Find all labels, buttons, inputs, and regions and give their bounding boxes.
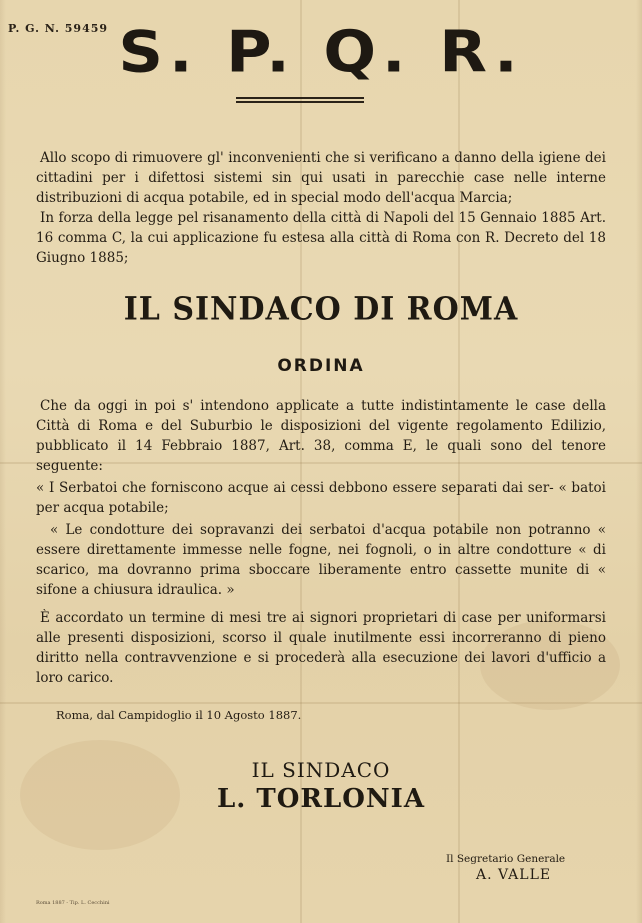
dateline: Roma, dal Campidoglio il 10 Agosto 1887. — [56, 708, 302, 722]
secretary-name: A. VALLE — [476, 867, 552, 883]
intro-paragraph: In forza della legge pel risanamento della città di Napoli del 15 Gennaio 1885 Art. 16 comma C, la cui applicazione fu estesa alla città di Roma con R. Decreto del 18 Giugno 1885; — [36, 210, 606, 266]
ordina-heading: ORDINA — [277, 356, 365, 376]
signature-role: IL SINDACO — [251, 758, 391, 782]
header-spqr: S. P. Q. R. — [118, 17, 524, 86]
secretary-role: Il Segretario Generale — [446, 853, 566, 865]
title-sindaco-di-roma: IL SINDACO DI ROMA — [123, 291, 519, 328]
protocol-number: P. G. N. 59459 — [8, 22, 109, 35]
header-rule — [236, 97, 364, 99]
header-rule — [236, 101, 364, 103]
body-paragraph: Che da oggi in poi s' intendono applicate a tutte indistintamente le case della Città di Roma e del Suburbio le disposizioni del vigente regolamento Edilizio, pubblicato il 14 Febbraio 1887, Art. 38, comma E, le quali sono del tenore seguente: — [36, 398, 606, 474]
quote-paragraph: « I Serbatoi che forniscono acque ai cessi debbono essere separati dai ser- « batoi per acqua potabile; — [36, 480, 606, 516]
quote-paragraph: « Le condotture dei sopravanzi dei serbatoi d'acqua potabile non potranno « essere direttamente immesse nelle fogne, nei fognoli, o in altre condotture « di scarico, ma dovranno prima sboccare liberamente entro cassette munite di « sifone a chiusura idraulica. » — [36, 522, 606, 598]
body-paragraph: È accordato un termine di mesi tre ai signori proprietari di case per uniformarsi alle presenti disposizioni, scorso il quale inutilmente essi incorreranno di pieno diritto nella contravvenzione e si procederà alla esecuzione dei lavori d'ufficio a loro carico. — [36, 610, 606, 686]
printer-line: Roma 1887 - Tip. L. Cecchini — [36, 900, 110, 906]
signature-name: L. TORLONIA — [216, 784, 426, 814]
intro-paragraph: Allo scopo di rimuovere gl' inconvenienti che si verificano a danno della igiene dei cittadini per i difettosi sistemi sin qui usati in parecchie case nelle interne distribuzioni di acqua potabile, ed in special modo dell'acqua Marcia; — [36, 150, 606, 206]
